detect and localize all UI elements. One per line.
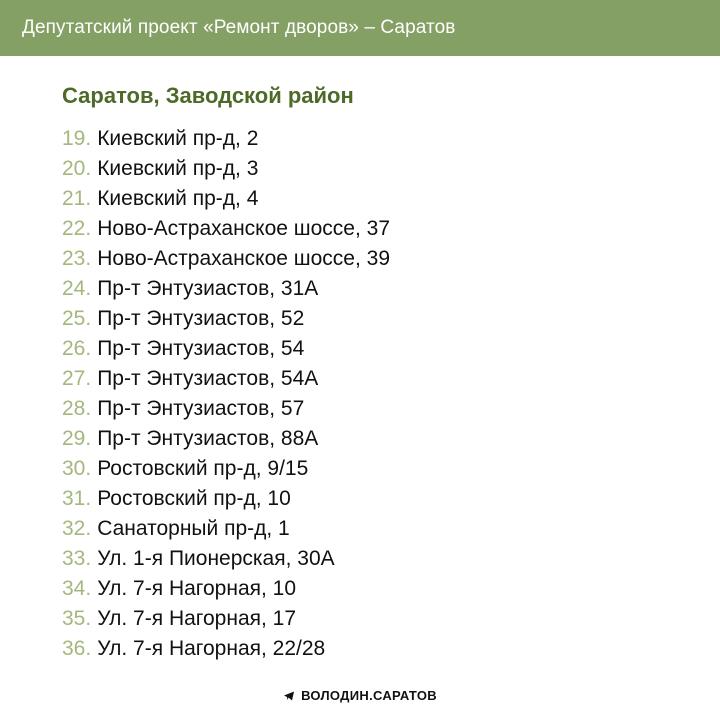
telegram-plane-icon <box>283 690 295 702</box>
item-address: Ул. 7-я Нагорная, 17 <box>97 607 297 630</box>
footer <box>0 688 720 703</box>
item-address: Пр-т Энтузиастов, 54А <box>97 367 319 390</box>
list-item <box>62 604 390 634</box>
item-number: 29. <box>62 427 92 450</box>
list-item <box>62 544 390 574</box>
item-address: Ново-Астраханское шоссе, 37 <box>97 217 391 240</box>
list-item <box>62 214 390 244</box>
item-number: 22. <box>62 217 92 240</box>
item-address: Ростовский пр-д, 10 <box>97 487 291 510</box>
item-number: 28. <box>62 397 92 420</box>
footer-text: ВОЛОДИН.САРАТОВ <box>301 688 437 703</box>
item-number: 26. <box>62 337 92 360</box>
item-address: Пр-т Энтузиастов, 57 <box>97 397 305 420</box>
item-address: Ул. 1-я Пионерская, 30А <box>97 547 335 570</box>
item-address: Пр-т Энтузиастов, 88А <box>97 427 319 450</box>
item-number: 20. <box>62 157 92 180</box>
list-item <box>62 514 390 544</box>
list-item <box>62 484 390 514</box>
list-item <box>62 304 390 334</box>
item-address: Ростовский пр-д, 9/15 <box>97 457 309 480</box>
list-item <box>62 364 390 394</box>
list-item <box>62 244 390 274</box>
item-address: Киевский пр-д, 4 <box>97 187 259 210</box>
list-item <box>62 394 390 424</box>
item-number: 30. <box>62 457 92 480</box>
list-item <box>62 124 390 154</box>
item-number: 31. <box>62 487 92 510</box>
section-title: Саратов, Заводской район <box>62 83 354 108</box>
item-number: 36. <box>62 637 92 660</box>
item-address: Киевский пр-д, 3 <box>97 157 259 180</box>
item-address: Ново-Астраханское шоссе, 39 <box>97 247 391 270</box>
item-address: Ул. 7-я Нагорная, 10 <box>97 577 297 600</box>
item-number: 33. <box>62 547 92 570</box>
item-number: 35. <box>62 607 92 630</box>
item-number: 19. <box>62 127 92 150</box>
header-bar <box>0 0 720 56</box>
item-address: Пр-т Энтузиастов, 52 <box>97 307 305 330</box>
item-number: 25. <box>62 307 92 330</box>
list-item <box>62 334 390 364</box>
item-number: 32. <box>62 517 92 540</box>
address-list <box>62 124 390 664</box>
item-number: 27. <box>62 367 92 390</box>
item-address: Санаторный пр-д, 1 <box>97 517 290 540</box>
list-item <box>62 634 390 664</box>
item-address: Пр-т Энтузиастов, 31А <box>97 277 319 300</box>
item-address: Пр-т Энтузиастов, 54 <box>97 337 305 360</box>
list-item <box>62 424 390 454</box>
item-address: Киевский пр-д, 2 <box>97 127 259 150</box>
list-item <box>62 274 390 304</box>
list-item <box>62 454 390 484</box>
item-number: 34. <box>62 577 92 600</box>
item-address: Ул. 7-я Нагорная, 22/28 <box>97 637 326 660</box>
header-title: Депутатский проект «Ремонт дворов» – Саратов <box>22 17 456 38</box>
item-number: 24. <box>62 277 92 300</box>
list-item <box>62 184 390 214</box>
item-number: 21. <box>62 187 92 210</box>
list-item <box>62 154 390 184</box>
list-item <box>62 574 390 604</box>
item-number: 23. <box>62 247 92 270</box>
